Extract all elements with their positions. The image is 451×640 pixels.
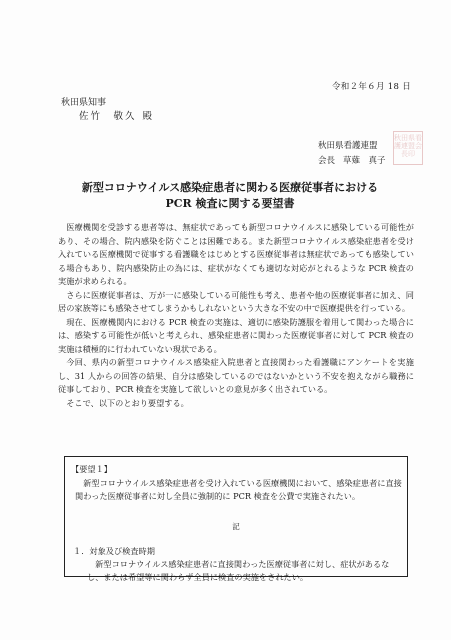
document-date: 令和２年６月 18 日 [331, 82, 411, 92]
recipient-name: 佐竹 敬久 [79, 111, 137, 122]
recipient-block [61, 97, 152, 123]
official-seal-stamp: 秋田県看護連盟会長印 [393, 131, 423, 165]
request-box [64, 456, 408, 582]
sender-block [318, 139, 394, 169]
sender-name: 草薙 真子 [343, 156, 386, 166]
paragraph: さらに医療従事者は、万が一に感染している可能性も考え、患者や他の医療従事者に加え、同居の家族等にも感染させてしまうかもしれないという大きな不安の中で医療提供を行っている。 [58, 289, 414, 313]
recipient-title: 秋田県知事 [61, 98, 107, 108]
recipient-honorific: 殿 [142, 111, 153, 122]
document-title-line1: 新型コロナウイルス感染症患者に関わる医療従事者における [81, 181, 379, 194]
paragraph: 医療機関を受診する患者等は、無症状であっても新型コロナウイルスに感染している可能性があり、その場合、院内感染を防ぐことは困難である。また新型コロナウイルス感染症患者を受け入れている医療機関で従事する看護職をはじめとする医療従事者は無症状であっても感染している場合もあり、院内感染防止の為には、症状がなくても適切な対応がとれるような PCR 検査の実施が求められる。 [58, 222, 414, 286]
request-item-text: 新型コロナウイルス感染症患者に直接関わった医療従事者に対し、症状があるなし、または希望等に関わらず全員に検査の実施をされたい。 [87, 559, 390, 582]
sender-org: 秋田県看護連盟 [318, 141, 378, 151]
ki-marker: 記 [232, 522, 240, 531]
paragraph: 現在、医療機関内における PCR 検査の実施は、適切に感染防護服を着用して関わった場合には、感染する可能性が低いと考えられ、感染症患者に関わった医療従事者に対して PCR 検査の実施は積極的に行われていない現状である。 [58, 316, 414, 354]
request-heading: 【要望１】 [71, 464, 112, 474]
paragraph: そこで、以下のとおり要望する。 [66, 397, 189, 408]
document-title-line2: PCR 検査に関する要望書 [165, 197, 295, 210]
request-text: 新型コロナウイルス感染症患者を受け入れている医療機関において、感染症患者に直接関わった医療従事者に対し全員に強制的に PCR 検査を公費で実施されたい。 [75, 478, 402, 501]
sender-role: 会長 [318, 156, 336, 166]
recipient-name-line [61, 110, 152, 123]
paragraph: 今回、県内の新型コロナウイルス感染症入院患者と直接関わった看護職にアンケートを実施し、31 人からの回答の結果、自分は感染しているのではないかという不安を抱えながら職務に従事しており、PCR 検査を実施して欲しいとの意見が多く出されている。 [58, 357, 414, 394]
request-item-label: １．対象及び検査時期 [73, 546, 155, 556]
body-text [58, 221, 414, 410]
sender-president-line [318, 154, 394, 169]
